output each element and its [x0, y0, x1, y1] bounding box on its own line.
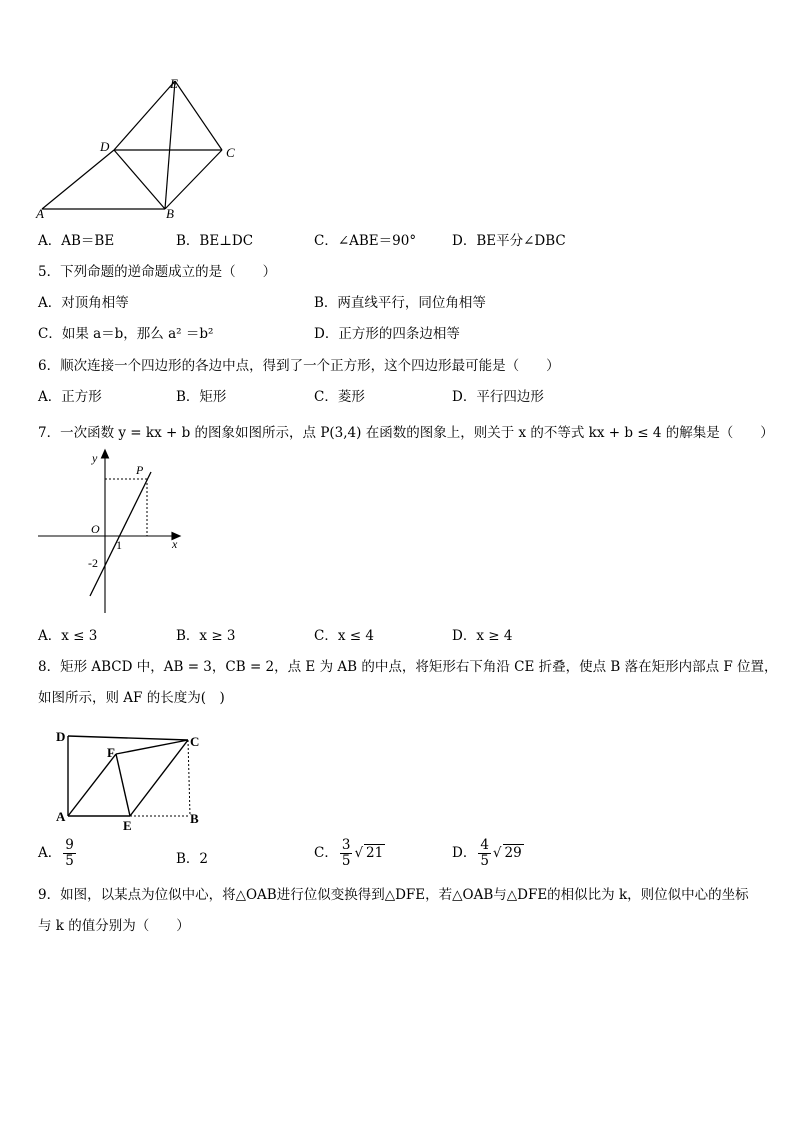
q6-option-b: B．矩形: [176, 389, 227, 405]
label-e: E: [123, 818, 132, 832]
q8-option-b: B．2: [176, 851, 209, 867]
segment-ec: [130, 740, 188, 816]
label-c: C: [190, 734, 200, 749]
label-a: A: [56, 809, 66, 824]
label-f: F: [107, 745, 115, 760]
q4-option-b: B．BE⊥DC: [176, 233, 254, 249]
q8-option-d: D． $\frac{4}{5}$ √ 29: [452, 837, 522, 869]
q4-option-d: D．BE平分∠DBC: [452, 233, 566, 249]
q5-option-c: C．如果 a＝b，那么 a² ＝b²: [38, 326, 214, 342]
segment-bc: [165, 150, 222, 209]
segment-ec: [175, 81, 222, 150]
point-p-label: P: [136, 463, 144, 477]
x-axis-label: x: [172, 537, 178, 551]
label-b: B: [190, 811, 199, 826]
q6-option-a: A．正方形: [38, 389, 102, 405]
segment-db: [114, 150, 165, 209]
label-e: E: [170, 76, 178, 91]
side-dc: [68, 736, 188, 740]
q8-stem-line2: 如图所示，则 AF 的长度为( ): [38, 690, 225, 706]
q7-option-a: A．x ≤ 3: [38, 628, 98, 644]
figure-q8-rectangle: [48, 724, 218, 832]
origin-label: O: [91, 522, 100, 536]
q9-line2: 与 k 的值分别为（ ）: [38, 918, 190, 934]
segment-be: [165, 81, 175, 209]
q5-option-d: D．正方形的四条边相等: [314, 326, 460, 342]
y-axis-arrow: [102, 450, 109, 458]
q5-stem: 5．下列命题的逆命题成立的是（ ）: [38, 264, 277, 280]
q7-stem: 7．一次函数 y = kx + b 的图象如图所示，点 P(3,4) 在函数的图象上，则关于 x 的不等式 kx + b ≤ 4 的解集是（ ）: [38, 425, 774, 441]
q7-option-c: C．x ≤ 4: [314, 628, 374, 644]
label-a: A: [36, 206, 44, 221]
label-b: B: [166, 206, 174, 221]
figure-q4-rhombus: [30, 72, 250, 222]
y-axis-label: y: [92, 451, 98, 465]
segment-fe: [116, 754, 130, 816]
segment-ad: [42, 150, 114, 209]
q8-stem-line1: 8．矩形 ABCD 中，AB = 3，CB = 2，点 E 为 AB 的中点，将矩形右下角沿 CE 折叠，使点 B 落在矩形内部点 F 位置，: [38, 659, 778, 675]
q6-stem: 6．顺次连接一个四边形的各边中点，得到了一个正方形，这个四边形最可能是（ ）: [38, 358, 560, 374]
y-tick-minus-2: -2: [88, 556, 98, 570]
q4-option-c: C．∠ABE＝90°: [314, 233, 417, 249]
label-d: D: [56, 729, 66, 744]
segment-af: [68, 754, 116, 816]
q9-line1: 9．如图，以某点为位似中心，将△OAB进行位似变换得到△DFE，若△OAB与△DFE的相似比为 k，则位似中心的坐标: [38, 887, 749, 903]
q7-option-d: D．x ≥ 4: [452, 628, 513, 644]
label-d: D: [100, 139, 110, 154]
segment-de: [114, 81, 175, 150]
x-tick-1: 1: [116, 538, 122, 552]
q4-option-a: A．AB＝BE: [38, 233, 115, 249]
q5-option-b: B．两直线平行，同位角相等: [314, 295, 486, 311]
label-c: C: [226, 145, 235, 160]
segment-fc: [116, 740, 188, 754]
q8-option-c: C． $\frac{3}{5}$ √ 21: [314, 837, 384, 869]
figure-q7-graph: [30, 446, 200, 618]
q6-option-c: C．菱形: [314, 389, 365, 405]
dashed-cb: [188, 740, 190, 816]
q7-option-b: B．x ≥ 3: [176, 628, 236, 644]
q5-option-a: A．对顶角相等: [38, 295, 129, 311]
q6-option-d: D．平行四边形: [452, 389, 544, 405]
q8-option-a: A． $\frac{9}{5}$: [38, 837, 74, 869]
